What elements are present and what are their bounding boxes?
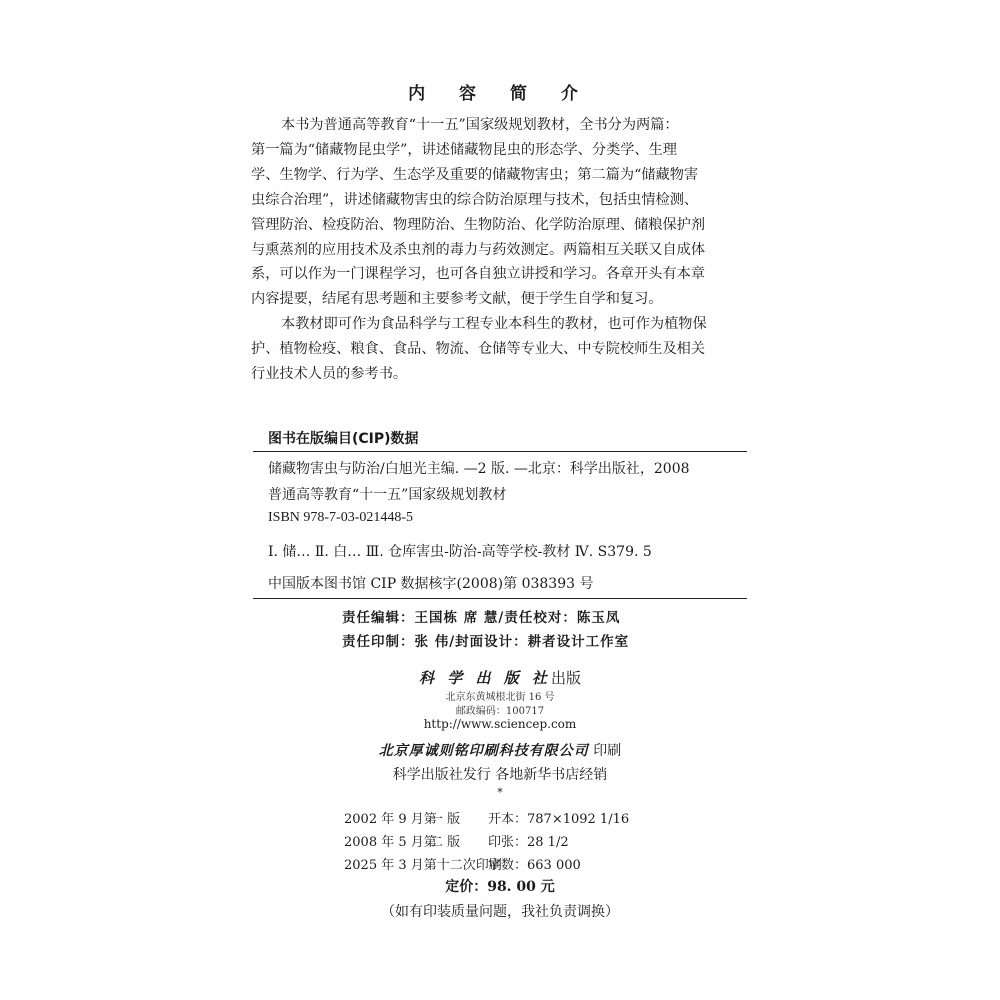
edition-row [344, 808, 629, 827]
publisher-logo-name: 科 学 出 版 社 [419, 669, 551, 687]
credits-editors: 责任编辑：王国栋 席 慧/责任校对：陈玉凤 [342, 610, 621, 626]
intro-line: 虫综合治理”，讲述储藏物害虫的综合防治原理与技术，包括虫情检测、 [251, 191, 699, 208]
intro-line: 内容提要，结尾有思考题和主要参考文献，便于学生自学和复习。 [251, 291, 663, 308]
intro-line: 第一篇为“储藏物昆虫学”，讲述储藏物昆虫的形态学、分类学、生理 [251, 141, 677, 158]
publisher-address: 北京东黄城根北街 16 号 [445, 692, 555, 703]
edition-number: 一 版 [430, 812, 461, 827]
printer-suffix: 印刷 [593, 743, 622, 759]
intro-line: 与熏蒸剂的应用技术及杀虫剂的毒力与药效测定。两篇相互关联又自成体 [251, 241, 706, 258]
cip-isbn: ISBN 978-7-03-021448-5 [268, 510, 414, 525]
publisher-suffix: 出版 [550, 669, 581, 687]
intro-line: 管理防治、检疫防治、物理防治、生物防治、化学防治原理、储粮保护剂 [251, 216, 706, 233]
intro-line: 本书为普通高等教育“十一五”国家级规划教材，全书分为两篇： [281, 117, 679, 133]
edition-row [344, 831, 569, 850]
intro-line: 本教材即可作为食品科学与工程专业本科生的教材，也可作为植物保 [281, 316, 707, 333]
intro-line: 行业技术人员的参考书。 [251, 366, 408, 383]
price: 定价：98. 00 元 [445, 879, 555, 895]
publisher-line [0, 667, 1000, 688]
cip-subjects: Ⅰ. 储… Ⅱ. 白… Ⅲ. 仓库害虫-防治-高等学校-教材 Ⅳ. S379. 5 [268, 544, 652, 560]
edition-spec: 开本：787×1092 1/16 [488, 812, 630, 827]
cip-title-line: 储藏物害虫与防治/白旭光主编. —2 版. —北京：科学出版社，2008 [268, 461, 690, 477]
cip-heading: 图书在版编目(CIP)数据 [268, 431, 419, 447]
edition-date: 2025 年 3 月第十二次印刷 [344, 858, 502, 873]
intro-line: 系，可以作为一门课程学习，也可各自独立讲授和学习。各章开头有本章 [251, 266, 706, 283]
intro-body [251, 113, 751, 387]
edition-spec: 印张：28 1/2 [488, 835, 569, 850]
quality-note: （如有印装质量问题，我社负责调换） [381, 904, 619, 920]
edition-date: 2002 年 9 月第 [344, 812, 437, 827]
edition-date: 2008 年 5 月第 [344, 835, 437, 850]
cip-record: 中国版本图书馆 CIP 数据核字(2008)第 038393 号 [268, 576, 594, 592]
printer-line [0, 740, 1000, 760]
intro-line: 学、生物学、行为学、生态学及重要的储藏物害虫；第二篇为“储藏物害 [251, 166, 699, 183]
edition-row [344, 854, 581, 873]
edition-spec: 字数：663 000 [488, 858, 581, 873]
credits-production: 责任印制：张 伟/封面设计：耕者设计工作室 [342, 634, 630, 650]
edition-number: 二 版 [430, 835, 461, 850]
publisher-url: http://www.sciencep.com [423, 717, 577, 731]
cip-top-rule [253, 451, 747, 452]
intro-title: 内 容 简 介 [408, 84, 592, 104]
intro-line: 护、植物检疫、粮食、食品、物流、仓储等专业大、中专院校师生及相关 [251, 341, 706, 358]
cip-bottom-rule [253, 598, 747, 599]
cip-series-line: 普通高等教育“十一五”国家级规划教材 [268, 487, 507, 503]
printer-name: 北京厚诚则铭印刷科技有限公司 [378, 743, 589, 759]
distribution-line: 科学出版社发行 各地新华书店经销 [392, 767, 608, 783]
separator-star: * [497, 786, 503, 799]
publisher-postcode: 邮政编码：100717 [455, 706, 545, 717]
